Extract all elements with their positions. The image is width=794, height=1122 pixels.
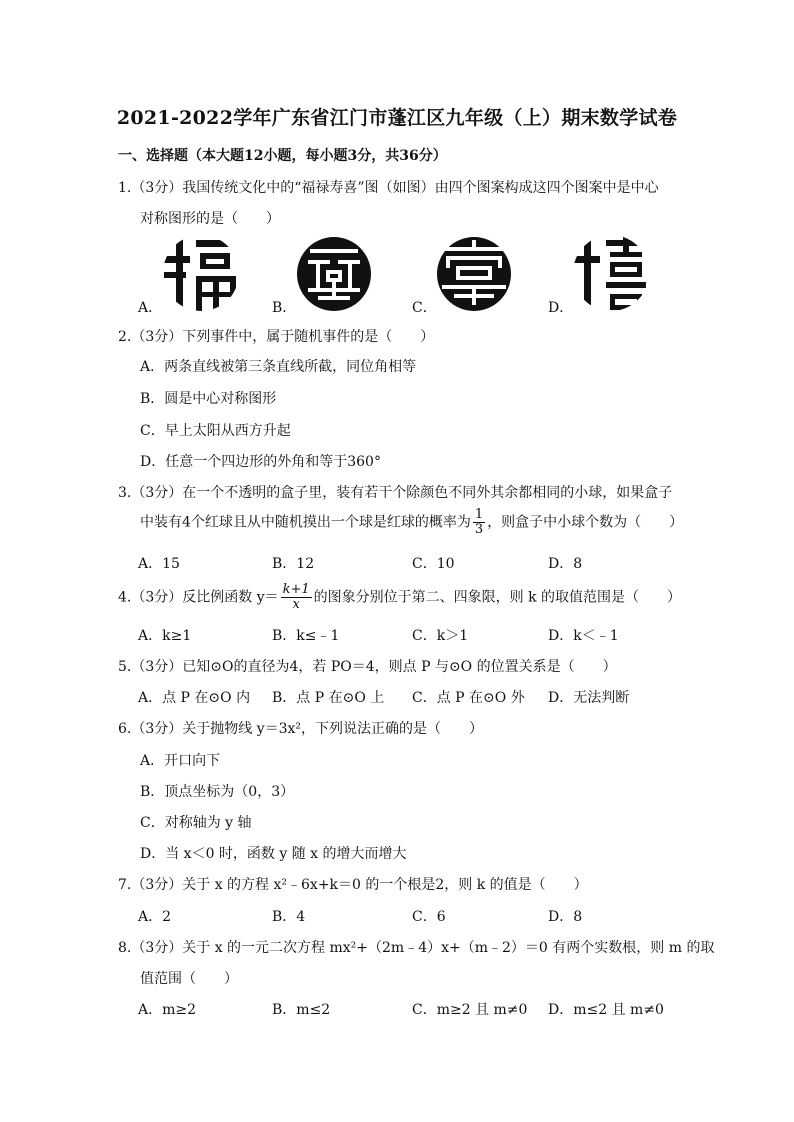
shou-character-icon: [436, 236, 512, 312]
q3-fraction: [473, 508, 485, 537]
q3-option-d: D．8: [548, 556, 583, 572]
q3-stem-line2-post: ，则盒子中小球个数为（ ）: [487, 514, 684, 531]
q5-option-d: D．无法判断: [548, 690, 630, 706]
q1-option-b-label: B．: [272, 300, 297, 316]
q1-option-d-label: D．: [548, 300, 574, 316]
q6-option-a: A．开口向下: [140, 753, 221, 769]
q4-option-a: A．k≥1: [138, 628, 192, 644]
q1-option-c-label: C．: [412, 300, 437, 316]
q4-option-b: B．k≤﹣1: [272, 628, 340, 644]
q2-option-b: B．圆是中心对称图形: [140, 391, 277, 407]
q8-option-d: D．m≤2 且 m≠0: [548, 1002, 664, 1018]
q5-option-b: B．点 P 在⊙O 上: [272, 690, 385, 706]
q5-option-a: A．点 P 在⊙O 内: [138, 690, 251, 706]
q4-fraction-denominator: x: [292, 597, 300, 612]
q7-option-b: B．4: [272, 909, 306, 925]
q4-fraction-numerator: k+1: [282, 582, 310, 597]
q6-option-b: B．顶点坐标为（0，3）: [140, 784, 295, 800]
q2-option-c: C．早上太阳从西方升起: [140, 423, 291, 439]
q5-option-c: C．点 P 在⊙O 外: [412, 690, 525, 706]
q2-option-d: D．任意一个四边形的外角和等于360°: [140, 454, 381, 470]
xi-character-icon: [572, 234, 650, 312]
q4-option-c: C．k＞1: [412, 628, 469, 644]
q3-option-a: A．15: [138, 556, 180, 572]
q4-option-d: D．k＜﹣1: [548, 628, 619, 644]
q8-option-b: B．m≤2: [272, 1002, 331, 1018]
q3-fraction-numerator: 1: [474, 507, 484, 522]
q1-option-a-label: A．: [138, 300, 163, 316]
q3-option-b: B．12: [272, 556, 315, 572]
q7-option-d: D．8: [548, 909, 583, 925]
section-heading: 一、选择题（本大题12小题，每小题3分，共36分）: [118, 148, 447, 164]
lu-character-icon: [296, 236, 372, 312]
q4-stem-pre: 4.（3分）反比例函数 y＝: [118, 589, 279, 606]
q3-stem-line2: [140, 508, 683, 537]
q6-option-c: C．对称轴为 y 轴: [140, 815, 252, 831]
q7-option-a: A．2: [138, 909, 172, 925]
fu-character-icon: [162, 234, 240, 312]
q7-stem: 7.（3分）关于 x 的方程 x²﹣6x+k＝0 的一个根是2，则 k 的值是（ ）: [118, 877, 588, 893]
q5-stem: 5.（3分）已知⊙O的直径为4，若 PO＝4，则点 P 与⊙O 的位置关系是（ ）: [118, 659, 617, 675]
q7-option-c: C．6: [412, 909, 446, 925]
q8-stem-line2: 值范围（ ）: [140, 971, 238, 987]
q2-stem: 2.（3分）下列事件中，属于随机事件的是（ ）: [118, 329, 435, 345]
q3-stem-line1: 3.（3分）在一个不透明的盒子里，装有若干个除颜色不同外其余都相同的小球，如果盒子: [118, 485, 673, 501]
q8-option-a: A．m≥2: [138, 1002, 197, 1018]
q1-stem-line1: 1.（3分）我国传统文化中的“福禄寿喜”图（如图）由四个图案构成这四个图案中是中心: [118, 180, 659, 196]
q3-stem-line2-pre: 中装有4个红球且从中随机摸出一个球是红球的概率为: [140, 514, 471, 531]
q2-option-a: A．两条直线被第三条直线所截，同位角相等: [140, 359, 417, 375]
q8-stem-line1: 8.（3分）关于 x 的一元二次方程 mx²+（2m﹣4）x+（m﹣2）＝0 有两个实数根，则 m 的取: [118, 940, 715, 956]
q8-option-c: C．m≥2 且 m≠0: [412, 1002, 528, 1018]
q4-stem: [118, 583, 681, 612]
q4-stem-post: 的图象分别位于第二、四象限，则 k 的取值范围是（ ）: [313, 589, 682, 606]
q1-stem-line2: 对称图形的是（ ）: [140, 211, 280, 227]
q3-option-c: C．10: [412, 556, 455, 572]
page-title: 2021-2022学年广东省江门市蓬江区九年级（上）期末数学试卷: [116, 107, 678, 129]
q4-fraction: [281, 583, 312, 612]
q6-option-d: D．当 x＜0 时，函数 y 随 x 的增大而增大: [140, 846, 407, 862]
q3-fraction-denominator: 3: [474, 522, 484, 537]
q6-stem: 6.（3分）关于抛物线 y＝3x²，下列说法正确的是（ ）: [118, 721, 484, 737]
